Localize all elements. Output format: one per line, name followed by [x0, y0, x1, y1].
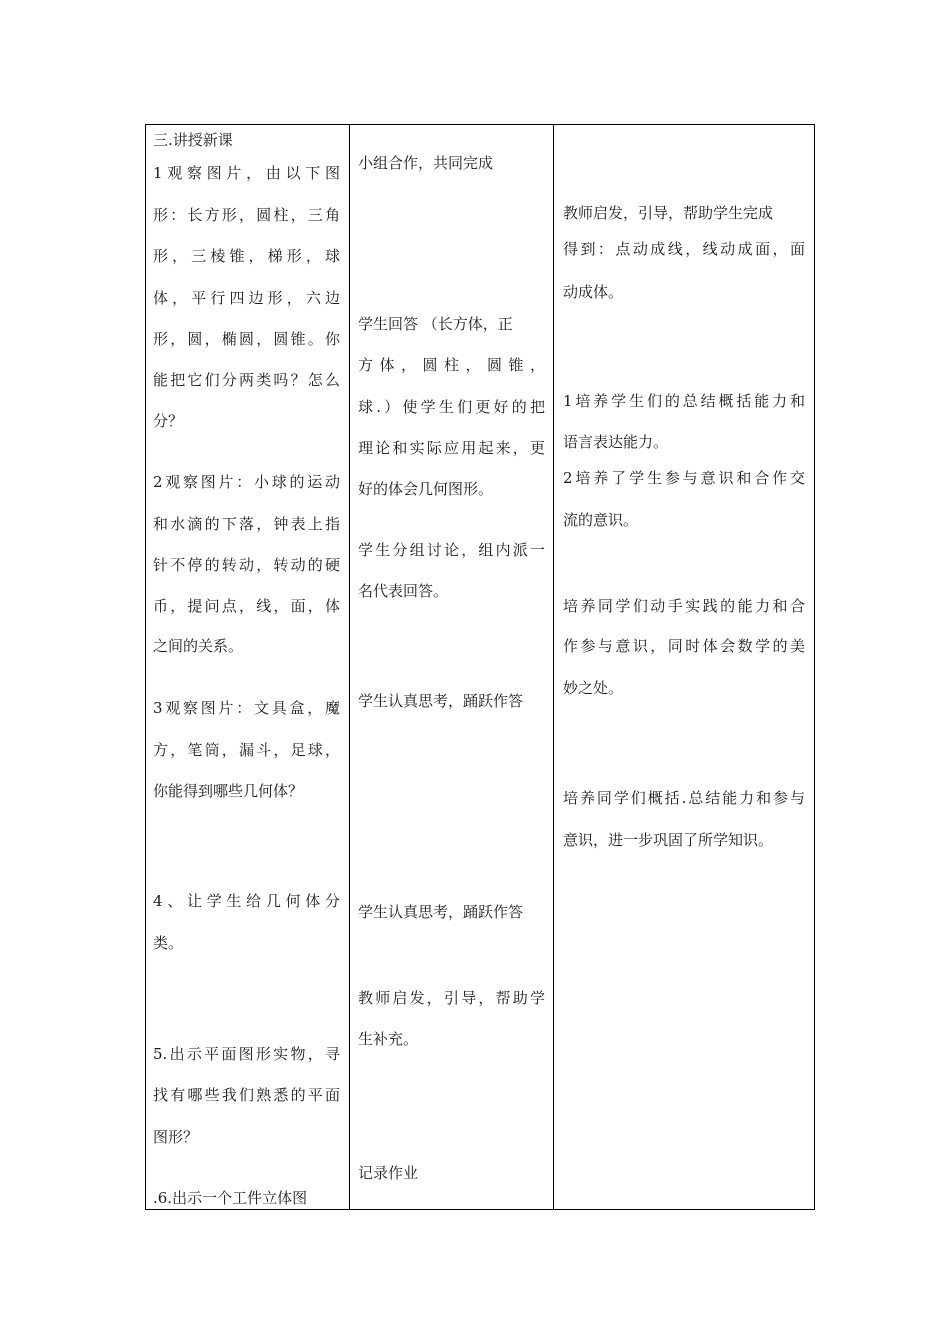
col2-line: 好的体会几何图形。 — [358, 480, 494, 498]
col2-line: 学生认真思考，踊跃作答 — [358, 692, 524, 710]
col3-line: 作参与意识，同时体会数学的美 — [563, 637, 805, 655]
col1-line: 1观察图片，由以下图 — [153, 164, 340, 182]
col1-line: 之间的关系。 — [153, 637, 244, 655]
col1-line: 分？ — [153, 412, 184, 430]
col2-line: 方体，圆柱，圆锥， — [358, 356, 545, 374]
col3-line: 动成体。 — [563, 283, 624, 301]
col2-line: 理论和实际应用起来，更 — [358, 439, 545, 457]
col3-line: 意识，进一步巩固了所学知识。 — [563, 831, 774, 849]
column-divider-2 — [553, 124, 554, 1210]
col3-line: 培养同学们概括.总结能力和参与 — [563, 789, 805, 807]
col2-line: 球.）使学生们更好的把 — [358, 398, 545, 416]
col2-line: 教师启发，引导，帮助学 — [358, 989, 545, 1007]
col1-line: 方，笔筒，漏斗，足球， — [153, 741, 340, 759]
col2-line: 学生分组讨论，组内派一 — [358, 541, 545, 559]
col3-line: 得到：点动成线，线动成面，面 — [563, 240, 805, 258]
col3-line: 妙之处。 — [563, 679, 624, 697]
col1-line: 三.讲授新课 — [153, 131, 233, 149]
col3-line: 语言表达能力。 — [563, 433, 669, 451]
column-divider-1 — [349, 124, 350, 1210]
col2-line: 生补充。 — [358, 1030, 419, 1048]
col3-line: 流的意识。 — [563, 511, 639, 529]
col1-line: 和水滴的下落，钟表上指 — [153, 515, 340, 533]
col1-line: 能把它们分两类吗？怎么 — [153, 371, 340, 389]
col3-line: 教师启发，引导，帮助学生完成 — [563, 204, 774, 222]
col1-line: 4、让学生给几何体分 — [153, 892, 340, 910]
col2-line: 小组合作，共同完成 — [358, 154, 494, 172]
col1-line: 形，三棱锥，梯形，球 — [153, 247, 340, 265]
col1-line: 你能得到哪些几何体？ — [153, 782, 304, 800]
col1-line: 5.出示平面图形实物，寻 — [153, 1045, 340, 1063]
col3-line: 培养同学们动手实践的能力和合 — [563, 597, 805, 615]
col1-line: 体，平行四边形，六边 — [153, 289, 340, 307]
col1-line: 形：长方形，圆柱，三角 — [153, 206, 340, 224]
col2-line: 记录作业 — [358, 1164, 419, 1182]
col1-line: 2观察图片：小球的运动 — [153, 473, 340, 491]
col3-line: 2培养了学生参与意识和合作交 — [563, 469, 805, 487]
col2-line: 名代表回答。 — [358, 582, 449, 600]
col1-line: 找有哪些我们熟悉的平面 — [153, 1086, 340, 1104]
col1-line: 形，圆，椭圆，圆锥。你 — [153, 330, 340, 348]
col3-line: 1培养学生们的总结概括能力和 — [563, 392, 805, 410]
col1-line: 针不停的转动，转动的硬 — [153, 556, 340, 574]
col1-line: 图形？ — [153, 1128, 199, 1146]
col2-line: 学生回答 （长方体，正 — [358, 315, 513, 333]
col2-line: 学生认真思考，踊跃作答 — [358, 903, 524, 921]
col1-line: 3观察图片：文具盒，魔 — [153, 699, 340, 717]
col1-line: 币，提问点，线，面，体 — [153, 597, 340, 615]
col1-line: .6.出示一个工件立体图 — [153, 1189, 308, 1207]
col1-line: 类。 — [153, 934, 184, 952]
